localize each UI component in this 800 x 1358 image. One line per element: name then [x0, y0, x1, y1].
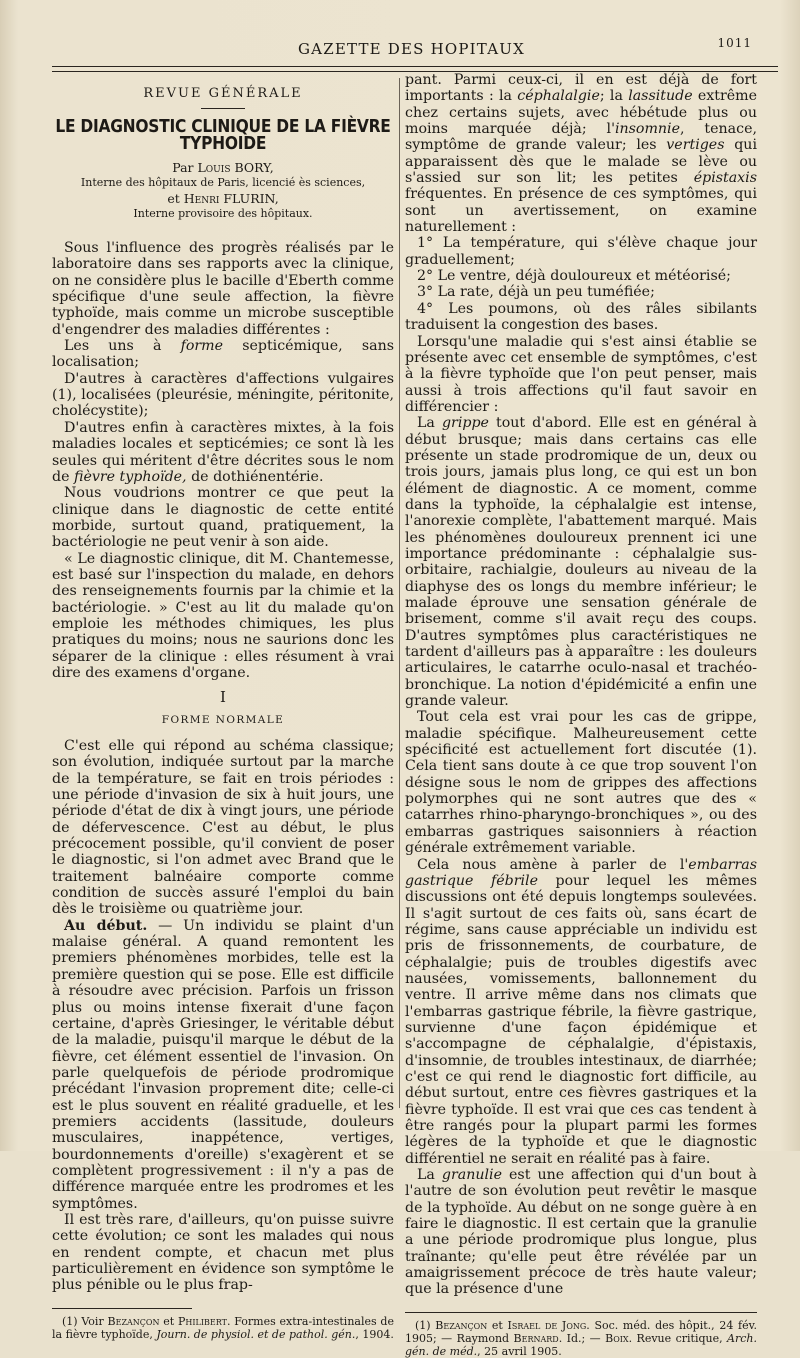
list-item-temperature: 1° La température, qui s'élève chaque jour graduellement; — [405, 235, 757, 268]
section-heading: REVUE GÉNÉRALE — [143, 86, 303, 101]
footnote-left: (1) Voir Bezançon et Philibert. Formes extra-intestinales de la fièvre typhoïde, Journ. de physiol. et de pathol. gén., 1904. — [52, 1314, 394, 1341]
byline-author-1 — [52, 160, 394, 176]
author-2-name: Henri FLURIN, — [183, 191, 279, 207]
paragraph-forms-3: D'autres enfin à caractères mixtes, à la fois maladies locales et septicémies; ce sont là les seules qui méritent d'être décrites sous le nom de fièvre typhoïde, de dothiénentérie. — [52, 419, 394, 485]
right-column — [405, 72, 758, 1358]
part-numeral: I — [220, 688, 226, 707]
footnote-rule — [52, 1308, 192, 1309]
byline-and: et — [167, 191, 180, 207]
author-2-credentials: Interne provisoire des hôpitaux. — [133, 207, 313, 221]
running-head — [0, 36, 800, 60]
page-number: 1011 — [717, 36, 752, 50]
paragraph-grippe: La grippe tout d'abord. Elle est en général à début brusque; mais dans certains cas elle présente un stade prodromique de un, deux ou trois jours, jamais plus long, ce qui est un bon élément de diagnostic. A ce moment, comme dans la typhoïde, la céphalalgie est intense, l'anorexie complète, l'abattement marqué. Mais les phénomènes douloureux prennent ici une importance prédominante : céphalalgie sus-orbitaire, rachialgie, douleurs au niveau de la diaphyse des os longs du membre inférieur; le malade éprouve une sensation générale de brisement, comme s'il avait reçu des coups. D'autres symptômes plus caractéristiques ne tardent d'ailleurs pas à apparaître : les douleurs articulaires, le catarrhe oculo-nasal et trachéo-bronchique. La notion d'épidémicité a enfin une grande valeur. — [405, 415, 758, 710]
paragraph-forms-2: D'autres à caractères d'affections vulgaires (1), localisées (pleurésie, méningite, péritonite, cholécystite); — [52, 370, 394, 420]
byline-author-2 — [52, 191, 394, 207]
paragraph-symptoms: pant. Parmi ceux-ci, il en est déjà de fort importants : la céphalalgie; la lassitude extrême chez certains sujets, avec hébétude plus ou moins marquée déjà; l'insomnie, tenace, symptôme de grande valeur; les vertiges qui apparaissent dès que le malade se lève ou s'assied sur son lit; les petites épistaxis fréquentes. En présence de ces symptômes, qui sont un avertissement, on examine naturellement : — [405, 72, 758, 236]
paragraph-evolution: Il est très rare, d'ailleurs, qu'on puisse suivre cette évolution; ce sont les malades qui nous en rendent compte, et chacun met plus particulièrement en évidence son symptôme le plus pénible ou le plus frap- — [52, 1211, 394, 1294]
footnote-rule-right — [405, 1312, 757, 1313]
byline-prefix: Par — [172, 160, 194, 176]
subheading-normal-form: FORME NORMALE — [161, 713, 285, 726]
section-rule — [201, 108, 245, 109]
left-column — [52, 78, 395, 1341]
paragraph-normal-form: C'est elle qui répond au schéma classique; son évolution, indiquée surtout par la marche de la température, se fait en trois périodes : une période d'invasion de six à huit jours, une période d'état de dix à vingt jours, une période de défervescence. C'est au début, le plus précocement possible, qu'il convient de poser le diagnostic, si l'on admet avec Brand que le traitement balnéaire comporte comme condition de succès assuré l'emploi du bain dès le troisième ou quatrième jour. — [52, 738, 394, 918]
paragraph-specificity: Tout cela est vrai pour les cas de grippe, maladie spécifique. Malheureusement cette spécificité est actuellement fort discutée (1). Cela tient sans doute à ce que trop souvent l'on désigne sous le nom de grippes des affections polymorphes qui ne sont autres que des « catarrhes rhino-pharyngo-bronchiques », ou des embarras gastriques saisonniers à réaction générale extrêmement variable. — [405, 709, 757, 857]
paragraph-onset: Au début. — Un individu se plaint d'un malaise général. A quand remontent les premiers phénomènes morbides, telle est la première question qui se pose. Elle est difficile à résoudre avec précision. Parfois un frisson plus ou moins intense fixerait d'une façon certaine, d'après Griesinger, le véritable début de la maladie, puisqu'il marque le début de la fièvre, cet élément essentiel de l'invasion. On parle quelquefois de période prodromique précédant l'invasion proprement dite; celle-ci est le plus souvent en réalité graduelle, et les premiers accidents (lassitude, douleurs musculaires, inappétence, vertiges, bourdonnements d'oreille) s'exagèrent et se complètent progressivement : il n'y a pas de différence marquée entre les prodromes et les symptômes. — [52, 917, 395, 1212]
column-divider — [399, 78, 400, 1108]
list-item-lungs: 4° Les poumons, où des râles sibilants traduisent la congestion des bases. — [405, 300, 757, 334]
paragraph-aim: Nous voudrions montrer ce que peut la clinique dans le diagnostic de cette entité morbide, surtout quand, pratiquement, la bactériologie ne peut venir à son aide. — [52, 485, 394, 551]
footnote-right: (1) Bezançon et Israel de Jong. Soc. méd. des hôpit., 24 fév. 1905; — Raymond Bernard. Id.; — Boix. Revue critique, Arch. gén. de méd., 25 avril 1905. — [405, 1318, 757, 1358]
list-item-spleen: 3° La rate, déjà un peu tuméfiée; — [417, 284, 655, 301]
paragraph-intro: Sous l'influence des progrès réalisés par le laboratoire dans ses rapports avec la clinique, on ne considère plus le bacille d'Eberth comme spécifique d'une seule affection, la fièvre typhoïde, mais comme un microbe susceptible d'engendrer des maladies différentes : — [52, 240, 394, 338]
paragraph-granulie: La granulie est une affection qui d'un bout à l'autre de son évolution peut revêtir le masque de la typhoïde. Au début on ne songe guère à en faire le diagnostic. Il est certain que la granulie a une période prodromique plus longue, plus traînante; qu'elle peut être révélée par un amaigrissement précoce de très haute valeur; que la présence d'une — [405, 1167, 758, 1298]
article-title: LE DIAGNOSTIC CLINIQUE DE LA FIÈVRE TYPHOIDE — [55, 116, 391, 154]
journal-title: GAZETTE DES HOPITAUX — [298, 40, 525, 58]
list-item-abdomen: 2° Le ventre, déjà douloureux et météorisé; — [417, 268, 731, 285]
paragraph-quote: « Le diagnostic clinique, dit M. Chantemesse, est basé sur l'inspection du malade, en dehors des renseignements fournis par la chimie et la bactériologie. » C'est au lit du malade qu'on emploie les méthodes chimiques, les plus pratiques du moins; nous ne saurions donc les séparer de la clinique : elles résument à vrai dire des examens d'organe. — [52, 550, 394, 681]
author-1-credentials: Interne des hôpitaux de Paris, licencié ès sciences, — [80, 176, 366, 190]
author-1-name: Louis BORY, — [197, 160, 274, 176]
paragraph-forms-1: Les uns à forme septicémique, sans localisation; — [52, 338, 394, 371]
paragraph-differential: Lorsqu'une maladie qui s'est ainsi établie se présente avec cet ensemble de symptômes, c'est à la fièvre typhoïde que l'on peut penser, mais aussi à trois affections qu'il faut savoir en différencier : — [405, 333, 757, 415]
paragraph-gastric: Cela nous amène à parler de l'embarras gastrique fébrile pour lequel les mêmes discussions ont été depuis longtemps soulevées. Il s'agit surtout de ces faits où, sans écart de régime, sans cause appréciable un individu est pris de frissonnements, de courbature, de céphalalgie; puis de troubles digestifs avec nausées, vomissements, ballonnement du ventre. Il arrive même dans nos climats que l'embarras gastrique fébrile, la fièvre gastrique, survienne d'une façon épidémique et s'accompagne de céphalalgie, d'épistaxis, d'insomnie, de troubles intestinaux, de diarrhée; c'est ce qui rend le diagnostic fort difficile, au début surtout, entre ces fièvres gastriques et la fièvre typhoïde. Il est vrai que ces cas tendent à être rangés pour la plupart parmi les formes légères de la typhoïde et que le diagnostic différentiel ne serait en réalité pas à faire. — [405, 856, 757, 1167]
